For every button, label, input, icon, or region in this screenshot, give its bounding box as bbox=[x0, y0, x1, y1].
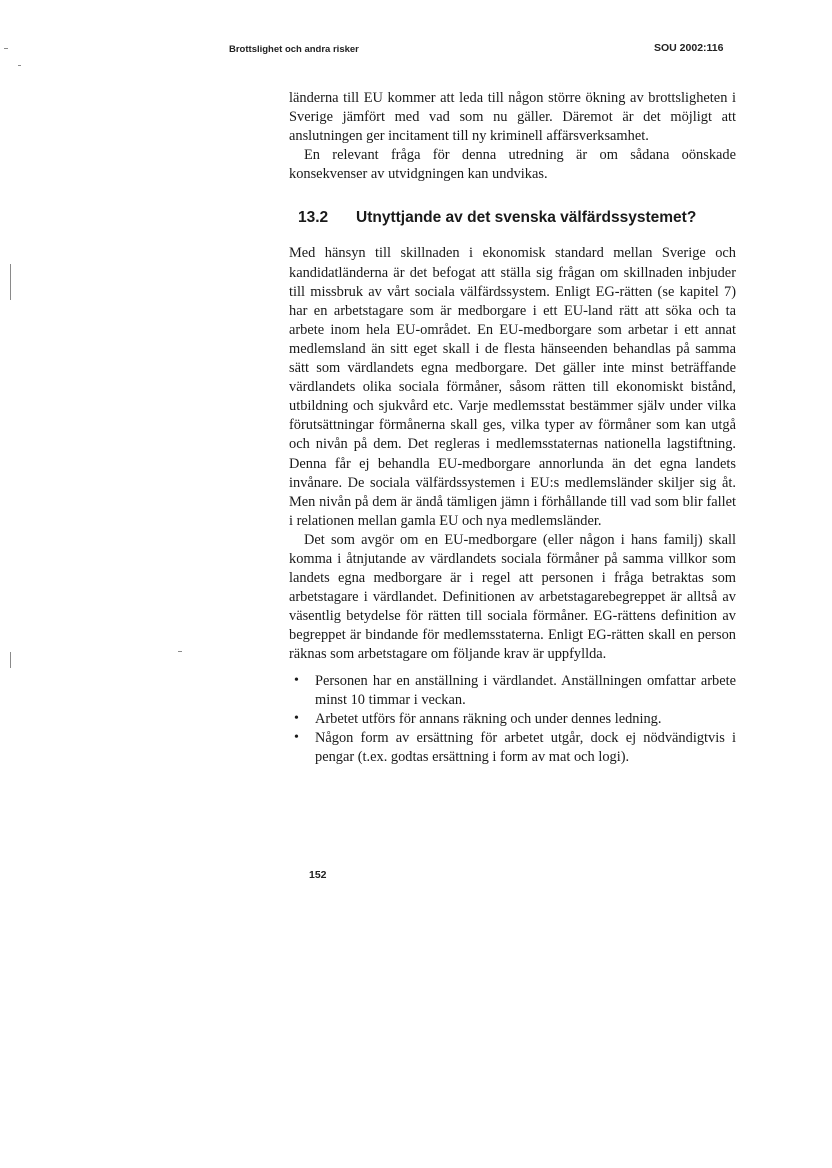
page-number: 152 bbox=[309, 869, 327, 881]
bullet-icon: • bbox=[294, 672, 299, 688]
list-item: • Personen har en anställning i värdlandet. Anställningen omfattar arbete minst 10 timmar i veckan. bbox=[294, 672, 736, 708]
section-paragraph-1: Med hänsyn till skillnaden i ekonomisk standard mellan Sverige och kandidatländerna är det befogat att ställa sig frågan om skillnaden inbjuder till missbruk av vårt sociala välfärdssystem. Enligt EG-rätten (se kapitel 7) har en arbetstagare som är medborgare i ett EU-land rätt att söka och ta arbete inom hela EU-området. En EU-medborgare som arbetar i ett annat medlemsland än sitt eget skall i de flesta hänseenden behandlas på samma sätt som värdlandets egna medborgare. Det gäller inte minst beträffande värdlandets olika sociala förmåner, såsom rätten till ekonomiskt bistånd, utbildning och sjukvård etc. Varje medlemsstat bestämmer själv under vilka förutsättningar förmånerna skall ges, vilka typer av förmåner som kan utgå och nivån på dem. Det regleras i medlemsstaternas nationella lagstiftning. Denna får ej behandla EU-medborgare annorlunda än det egna landets invånare. De sociala välfärdssystemen i EU:s medlemsländer skiljer sig åt. Men nivån på dem är ändå tämligen jämn i förhållande till vad som blir fallet i relationen mellan gamla EU och nya medlemsländer. bbox=[289, 245, 736, 529]
section-paragraph-2: Det som avgör om en EU-medborgare (eller någon i hans familj) skall komma i åtnjutande av värdlandets sociala förmåner på samma villkor som landets egna medborgare är i regel att personen i fråga betraktas som arbetstagare i värdlandet. Definitionen av arbetstagarebegreppet är alltså av väsentlig betydelse för rätten till sociala förmåner. EG-rättens definition av begreppet är bindande för medlemsstaterna. Enligt EG-rätten skall en person räknas som arbetstagare om följande krav är uppfyllda. bbox=[289, 531, 736, 663]
scan-mark bbox=[10, 264, 11, 300]
scan-mark bbox=[4, 48, 8, 49]
bullet-icon: • bbox=[294, 710, 299, 726]
criteria-list bbox=[289, 672, 736, 767]
section-heading bbox=[298, 208, 736, 228]
document-reference: SOU 2002:116 bbox=[654, 42, 724, 54]
running-header: Brottslighet och andra risker bbox=[229, 44, 359, 55]
intro-paragraph-1: länderna till EU kommer att leda till någon större ökning av brottsligheten i Sverige jämfört med vad som nu gäller. Däremot är det möjligt att anslutningen ger incitament till ny kriminell affärsverksamhet. bbox=[289, 90, 736, 145]
scan-mark bbox=[10, 652, 11, 668]
scan-mark bbox=[18, 65, 21, 66]
list-item: • Arbetet utförs för annans räkning och under dennes ledning. bbox=[294, 710, 662, 727]
bullet-icon: • bbox=[294, 729, 299, 745]
page-body bbox=[289, 89, 736, 767]
scan-mark bbox=[178, 651, 182, 652]
list-item: • Någon form av ersättning för arbetet utgår, dock ej nödvändigtvis i pengar (t.ex. godtas ersättning i form av mat och logi). bbox=[294, 729, 736, 765]
section-number: 13.2 bbox=[298, 209, 329, 227]
intro-paragraph-2: En relevant fråga för denna utredning är om sådana oönskade konsekvenser av utvidgningen kan undvikas. bbox=[289, 147, 736, 183]
section-title: Utnyttjande av det svenska välfärdssystemet? bbox=[356, 209, 697, 227]
